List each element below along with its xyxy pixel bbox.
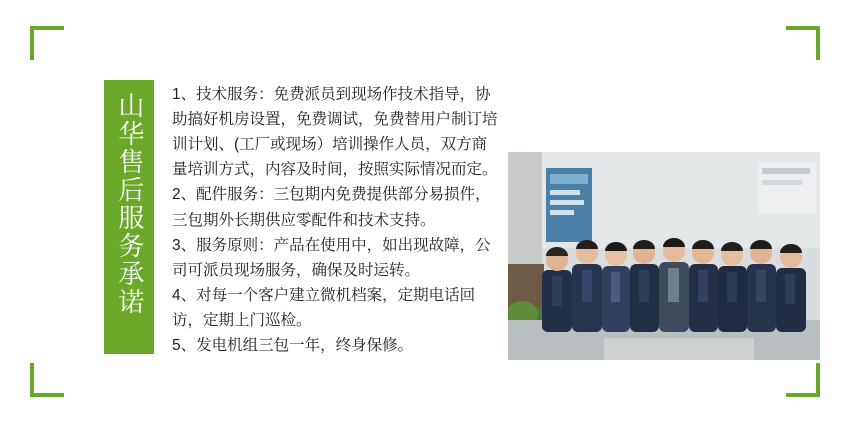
- promise-item-1: 1、技术服务：免费派员到现场作技术指导，协助搞好机房设置，免费调试，免费替用户制订培训计划、(工厂或现场）培训操作人员，双方商量培训方式，内容及时间，按照实际情况而定。: [172, 86, 498, 179]
- corner-bracket-bottom-right: [786, 363, 820, 397]
- promise-item-4: 4、对每一个客户建立微机档案，定期电话回访，定期上门巡检。: [172, 286, 476, 329]
- promise-text-block: [172, 82, 502, 358]
- team-photo: [508, 152, 820, 360]
- promise-item-5: 5、发电机组三包一年，终身保修。: [172, 337, 414, 355]
- vertical-title-bar: [104, 80, 154, 354]
- page-title: 山华售后服务承诺: [114, 92, 145, 316]
- corner-bracket-top-left: [30, 26, 64, 60]
- corner-bracket-top-right: [786, 26, 820, 60]
- corner-bracket-bottom-left: [30, 363, 64, 397]
- promise-item-2: 2、配件服务：三包期内免费提供部分易损件，三包期外长期供应零配件和技术支持。: [172, 186, 491, 229]
- promise-item-3: 3、服务原则：产品在使用中，如出现故障，公司可派员现场服务，确保及时运转。: [172, 236, 491, 279]
